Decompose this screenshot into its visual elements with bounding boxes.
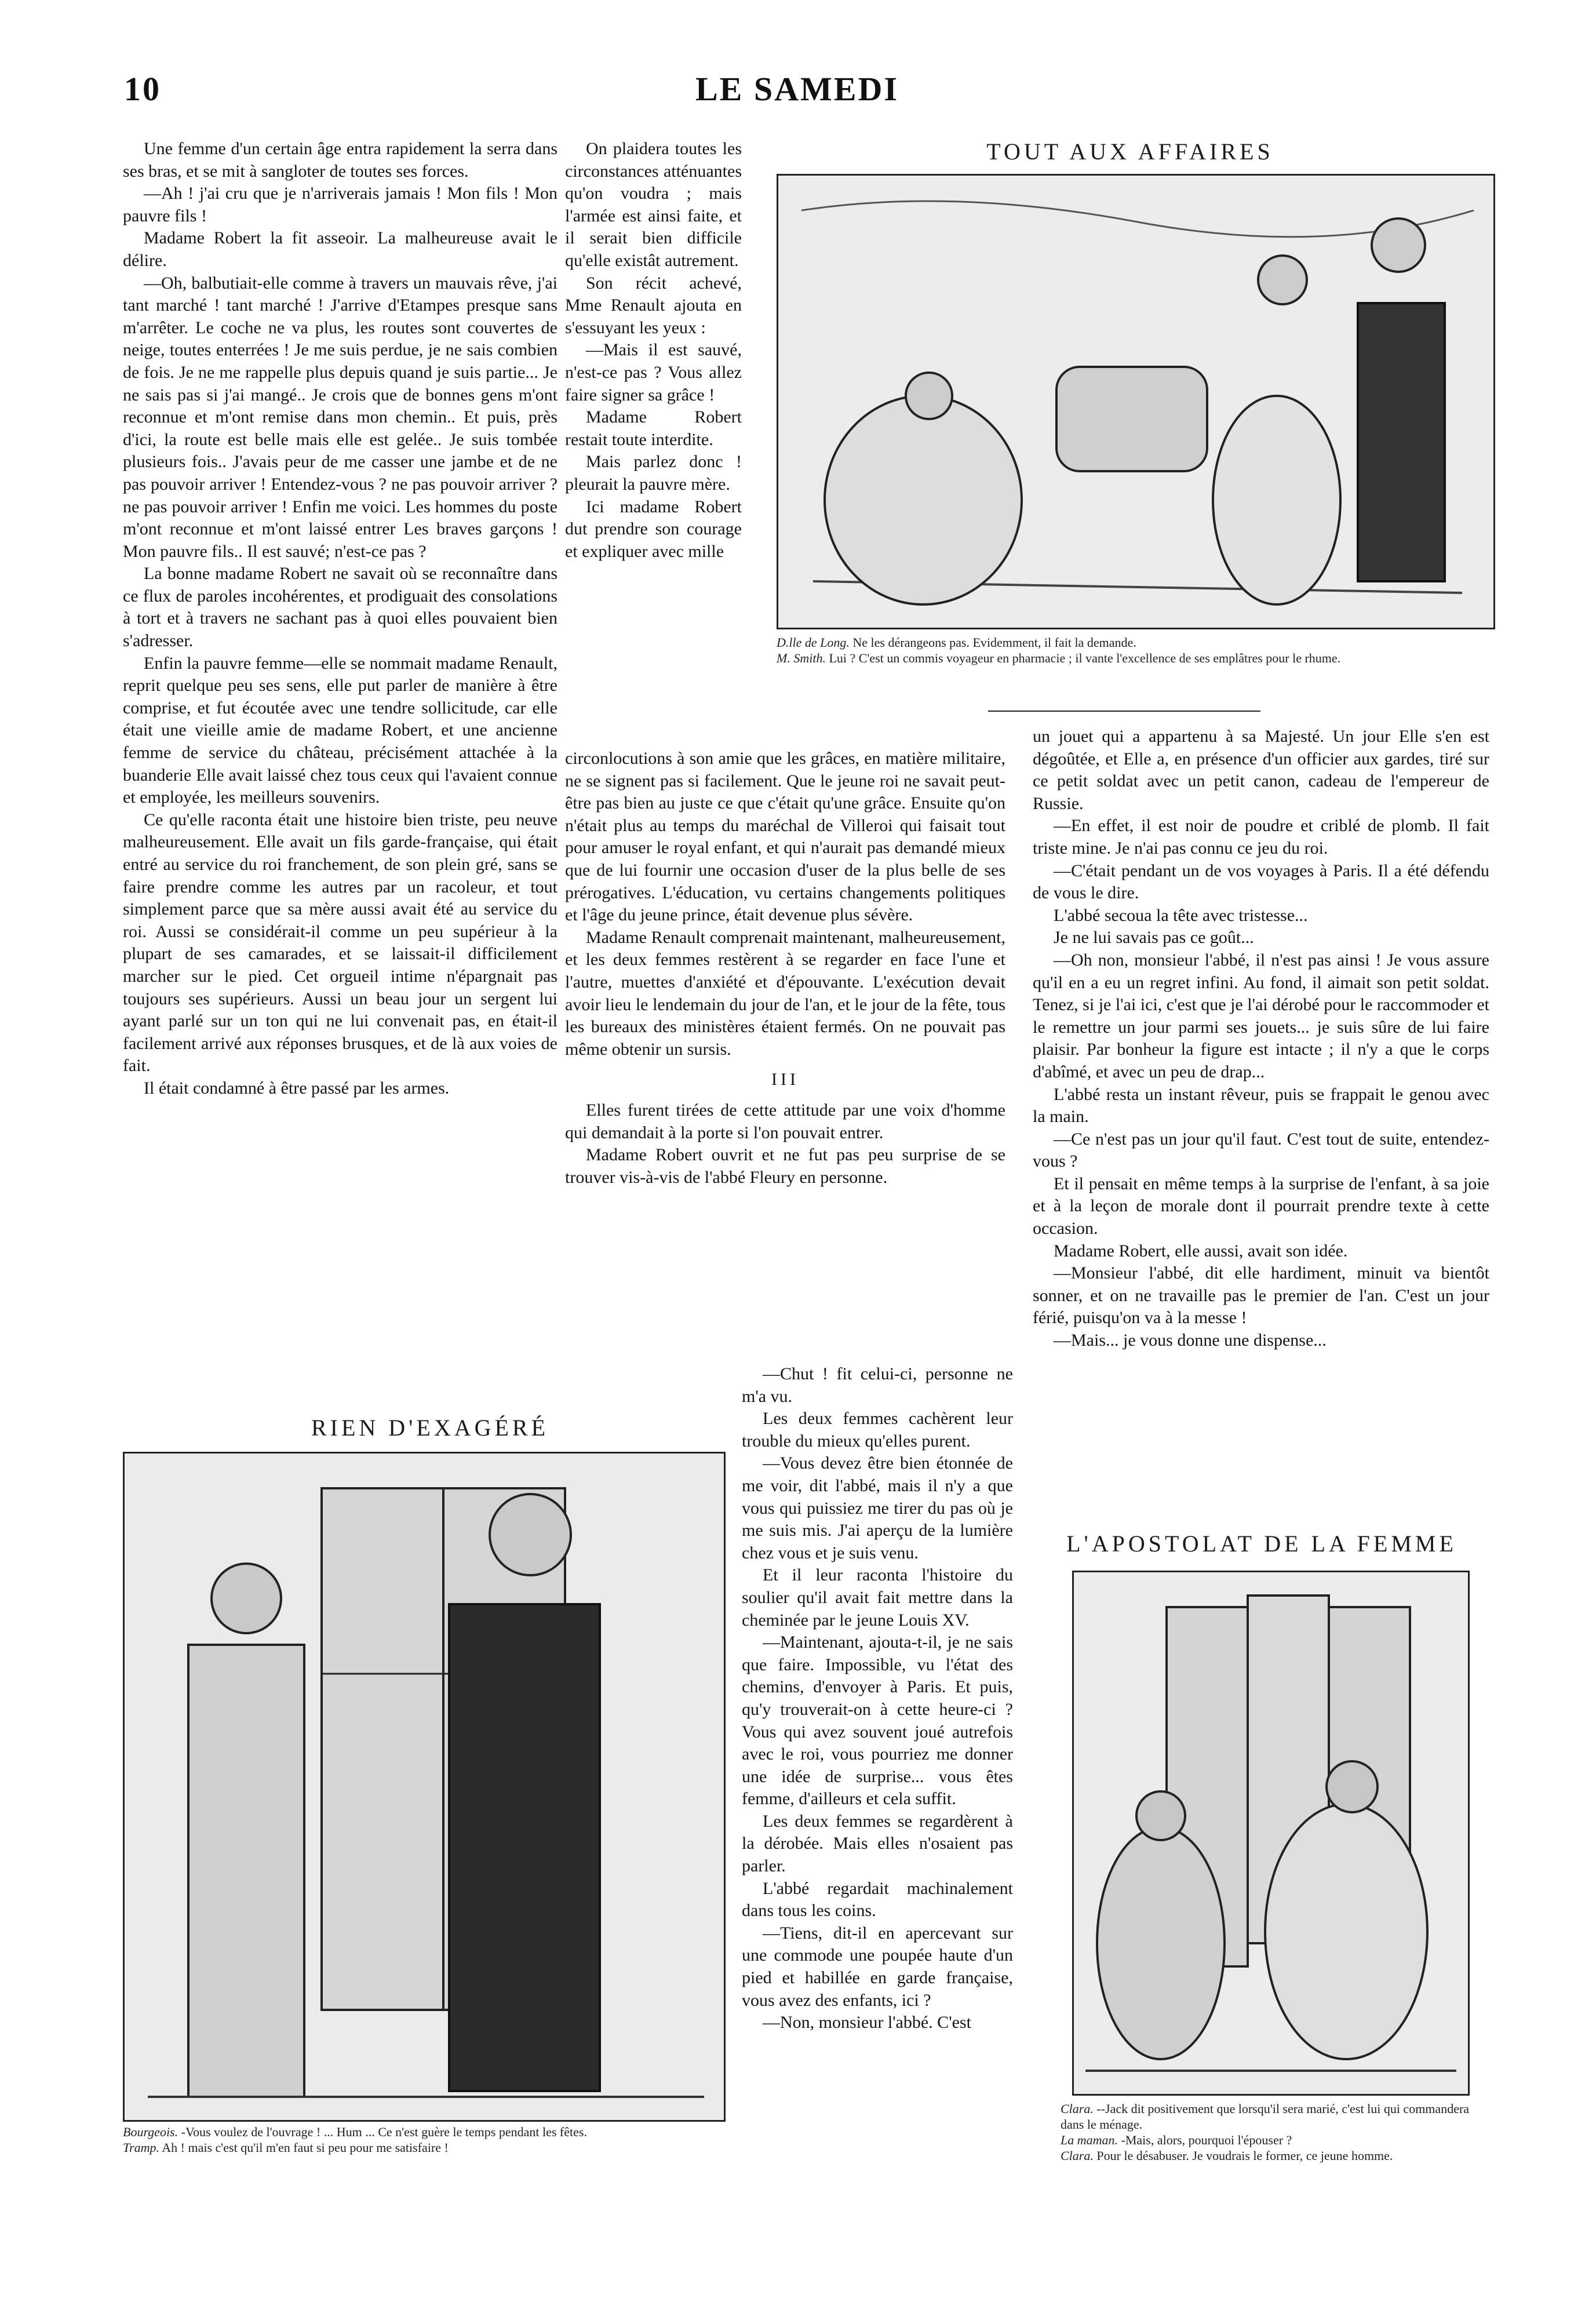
caption-speaker: M. Smith.: [777, 651, 826, 665]
paragraph: —C'était pendant un de vos voyages à Paris. Il a été défendu de vous le dire.: [1033, 861, 1489, 903]
paragraph: circonlocutions à son amie que les grâces, en matière militaire, ne se signent pas si facilement. Que le jeune roi ne savait peut-être pas bien au juste ce que c'était qu'une grâce. Ensuite qu'on n'était plus au temps du maréchal de Villeroi qui faisait tout pour amuser le royal enfant, et qui n'aurait pas demandé mieux que de lui fournir une occasion d'user de la plus belle de ses prérogatives. L'éducation, vu certains changements politiques et l'âge du jeune prince, était devenue plus sévère.: [565, 749, 1005, 925]
paragraph: —Maintenant, ajouta-t-il, je ne sais que faire. Impossible, vu l'état des chemins, d'envoyer à Paris. Et puis, qu'y trouverait-on à cette heure-ci ? Vous qui avez souvent joué autrefois avec le roi, vous pourriez me donner une idée de surprise... vous êtes femme, d'ailleurs et cela suffit.: [742, 1633, 1013, 1809]
paragraph: Les deux femmes cachèrent leur trouble du mieux qu'elles purent.: [742, 1409, 1013, 1451]
paragraph: Mais parlez donc ! pleurait la pauvre mère.: [565, 452, 742, 494]
paragraph: Et il leur raconta l'histoire du soulier qu'il avait fait mettre dans la cheminée par le jeune Louis XV.: [742, 1565, 1013, 1630]
column-1: [123, 138, 557, 1349]
paragraph: Madame Robert, elle aussi, avait son idée.: [1054, 1241, 1348, 1261]
paragraph: Madame Renault comprenait maintenant, malheureusement, et les deux femmes restèrent à se regarder en face l'une et l'autre, muettes d'anxiété et d'épouvante. L'exécution devait avoir lieu le lendemain du jour de l'an, et le jour de la fête, tous les bureaux des ministères étaient fermés. On ne pouvait pas même obtenir un sursis.: [565, 927, 1005, 1059]
caption-speaker: La maman.: [1061, 2133, 1118, 2147]
paragraph: un jouet qui a appartenu à sa Majesté. Un jour Elle s'en est dégoûtée, et Elle a, en présence d'un officier aux gardes, tiré sur ce petit soldat avec un petit canon, cadeau de l'empereur de Russie.: [1033, 727, 1489, 813]
paragraph: —Oh non, monsieur l'abbé, il n'est pas ainsi ! Je vous assure qu'il en a eu un regret infini. Au fond, il aimait son petit soldat. Tenez, si je l'ai ici, c'est que je l'ai dérobé pour le raccommoder et le remettre un jour parmi ses jouets... je suis sûre de lui faire plaisir. Par bonheur la figure est intacte ; il n'y a que le corps d'abîmé, et avec un peu de drap...: [1033, 950, 1489, 1081]
paragraph: Ici madame Robert dut prendre son courage et expliquer avec mille: [565, 497, 742, 561]
column-2-narrow: [565, 138, 742, 746]
paragraph: —Mais... je vous donne une dispense...: [1054, 1331, 1327, 1350]
paragraph: —En effet, il est noir de poudre et criblé de plomb. Il fait triste mine. Je n'ai pas connu ce jeu du roi.: [1033, 816, 1489, 858]
paragraph: La bonne madame Robert ne savait où se reconnaître dans ce flux de paroles incohérentes, et prodiguait des consolations à tort et à travers ne sachant pas à quoi elles pouvaient bien s'adresser.: [123, 564, 557, 651]
cartoon-title: RIEN D'EXAGÉRÉ: [311, 1415, 549, 1441]
cartoon-caption: [777, 635, 1492, 666]
paragraph: L'abbé secoua la tête avec tristesse...: [1054, 905, 1308, 925]
cartoon-title: TOUT AUX AFFAIRES: [986, 139, 1274, 165]
paragraph: On plaidera toutes les circonstances atténuantes qu'on voudra ; mais l'armée est ainsi faite, et il serait bien difficile qu'elle existât autrement.: [565, 139, 742, 270]
paragraph: Je ne lui savais pas ce goût...: [1054, 928, 1254, 948]
paragraph: Il était condamné à être passé par les armes.: [144, 1078, 450, 1098]
column-3: [742, 1363, 1013, 2160]
cartoon-caption: [1061, 2101, 1486, 2163]
paragraph: Enfin la pauvre femme—elle se nommait madame Renault, reprit quelque peu ses sens, elle put parler de manière à être comprise, et fut écoutée avec une tendre sollicitude, car elle était une vieille amie de madame Robert, et une ancienne femme de service du château, précisément attachée à la buanderie Elle avait laissé chez tous ceux qui l'avaient connue et employée, les meilleurs souvenirs.: [123, 653, 557, 807]
caption-speaker: Clara.: [1061, 2148, 1094, 2163]
caption-text: -Mais, alors, pourquoi l'épouser ?: [1121, 2133, 1292, 2147]
paragraph: —Tiens, dit-il en apercevant sur une commode une poupée haute d'un pied et habillée en garde française, vous avez des enfants, ici ?: [742, 1923, 1013, 2010]
paragraph: —Ce n'est pas un jour qu'il faut. C'est tout de suite, entendez-vous ?: [1033, 1129, 1489, 1171]
caption-text: --Jack dit positivement que lorsqu'il sera marié, c'est lui qui commandera dans le ménage.: [1061, 2101, 1470, 2132]
paragraph: Les deux femmes se regardèrent à la dérobée. Mais elles n'osaient pas parler.: [742, 1811, 1013, 1876]
paragraph: L'abbé resta un instant rêveur, puis se frappait le genou avec la main.: [1033, 1084, 1489, 1127]
divider: [988, 711, 1260, 712]
caption-text: Ne les dérangeons pas. Evidemment, il fait la demande.: [852, 635, 1136, 650]
caption-speaker: Bourgeois.: [123, 2125, 178, 2139]
paragraph: —Ah ! j'ai cru que je n'arriverais jamais ! Mon fils ! Mon pauvre fils !: [123, 184, 557, 225]
paragraph: Son récit achevé, Mme Renault ajouta en s'essuyant les yeux :: [565, 273, 742, 337]
paragraph: —Non, monsieur l'abbé. C'est: [763, 2013, 971, 2032]
column-2-wide: [565, 748, 1005, 1350]
illustration-apostolat-de-la-femme: [1072, 1571, 1470, 2096]
paragraph: —Oh, balbutiait-elle comme à travers un mauvais rêve, j'ai tant marché ! tant marché ! J'arrive d'Etampes presque sans m'arrêter. Le coche ne va plus, les routes sont couvertes de neige, toutes enterrées ! Je me suis perdue, je ne sais combien de fois. Je ne me rappelle plus depuis quand je suis partie... Je ne sais pas si j'ai mangé.. Je crois que de bonnes gens m'ont reconnue et m'ont remise dans mon chemin.. Et puis, près d'ici, la route est belle mais elle est gelée.. Je suis tombée plusieurs fois.. J'avais peur de me casser une jambe et de ne pas pouvoir arriver ! Entendez-vous ? ne pas pouvoir arriver ? ne pas pouvoir arriver ! Enfin me voici. Les hommes du poste m'ont reconnue et m'ont laissé entrer Les braves garçons ! Mon pauvre fils.. Il est sauvé; n'est-ce pas ?: [123, 273, 557, 561]
paragraph: Ce qu'elle raconta était une histoire bien triste, peu neuve malheureusement. Elle avait un fils garde-française, qui était entré au service du roi franchement, de son plein gré, sans se faire prendre comme les autres par un racoleur, et tout simplement parce que sa mère aussi avait été au service du roi. Aussi se considérait-il comme un peu supérieur à la plupart de ses camarades, et se laissait-il difficilement marcher sur le pied. Cet orgueil intime n'épargnait pas toujours ses supérieurs. Aussi un beau jour un sergent lui ayant parlé sur un ton qui ne lui convenait pas, en était-il facilement arrivé aux réponses brusques, et de là aux voies de fait.: [123, 810, 557, 1076]
caption-speaker: Clara.: [1061, 2101, 1094, 2116]
cartoon-caption: [123, 2124, 722, 2155]
caption-text: Ah ! mais c'est qu'il m'en faut si peu pour me satisfaire !: [162, 2140, 449, 2155]
column-4: [1033, 726, 1489, 1514]
section-number: III: [771, 1070, 799, 1090]
paragraph: Et il pensait en même temps à la surprise de l'enfant, à sa joie et à la leçon de morale dont il pourrait prendre texte à cette occasion.: [1033, 1174, 1489, 1239]
illustration-tout-aux-affaires: [777, 174, 1495, 629]
caption-text: -Vous voulez de l'ouvrage ! ... Hum ... Ce n'est guère le temps pendant les fêtes.: [181, 2125, 587, 2139]
paragraph: L'abbé regardait machinalement dans tous les coins.: [742, 1878, 1013, 1921]
paragraph: Elles furent tirées de cette attitude par une voix d'homme qui demandait à la porte si l'on pouvait entrer.: [565, 1100, 1005, 1142]
caption-text: Pour le désabuser. Je voudrais le former, ce jeune homme.: [1096, 2148, 1393, 2163]
paragraph: —Monsieur l'abbé, dit elle hardiment, minuit va bientôt sonner, et on ne travaille pas le premier de l'an. C'est un jour férié, puisqu'on va à la messe !: [1033, 1263, 1489, 1328]
page-title: LE SAMEDI: [695, 70, 899, 108]
paragraph: Une femme d'un certain âge entra rapidement la serra dans ses bras, et se mit à sangloter de toutes ses forces.: [123, 139, 557, 181]
caption-speaker: Tramp.: [123, 2140, 159, 2155]
page-number: 10: [124, 70, 161, 108]
cartoon-title: L'APOSTOLAT DE LA FEMME: [1066, 1531, 1457, 1557]
paragraph: —Chut ! fit celui-ci, personne ne m'a vu.: [742, 1364, 1013, 1406]
paragraph: Madame Robert restait toute interdite.: [565, 407, 742, 449]
paragraph: —Mais il est sauvé, n'est-ce pas ? Vous allez faire signer sa grâce !: [565, 340, 742, 405]
paragraph: —Vous devez être bien étonnée de me voir, dit l'abbé, mais il n'y a que vous qui puissiez me tirer du pas où je me suis mis. J'ai aperçu de la lumière chez vous et je suis venu.: [742, 1454, 1013, 1562]
paragraph: Madame Robert ouvrit et ne fut pas peu surprise de se trouver vis-à-vis de l'abbé Fleury en personne.: [565, 1145, 1005, 1187]
paragraph: Madame Robert la fit asseoir. La malheureuse avait le délire.: [123, 228, 557, 270]
caption-speaker: D.lle de Long.: [777, 635, 850, 650]
caption-text: Lui ? C'est un commis voyageur en pharmacie ; il vante l'excellence de ses emplâtres pour le rhume.: [829, 651, 1341, 665]
illustration-rien-d-exagere: [123, 1452, 726, 2122]
